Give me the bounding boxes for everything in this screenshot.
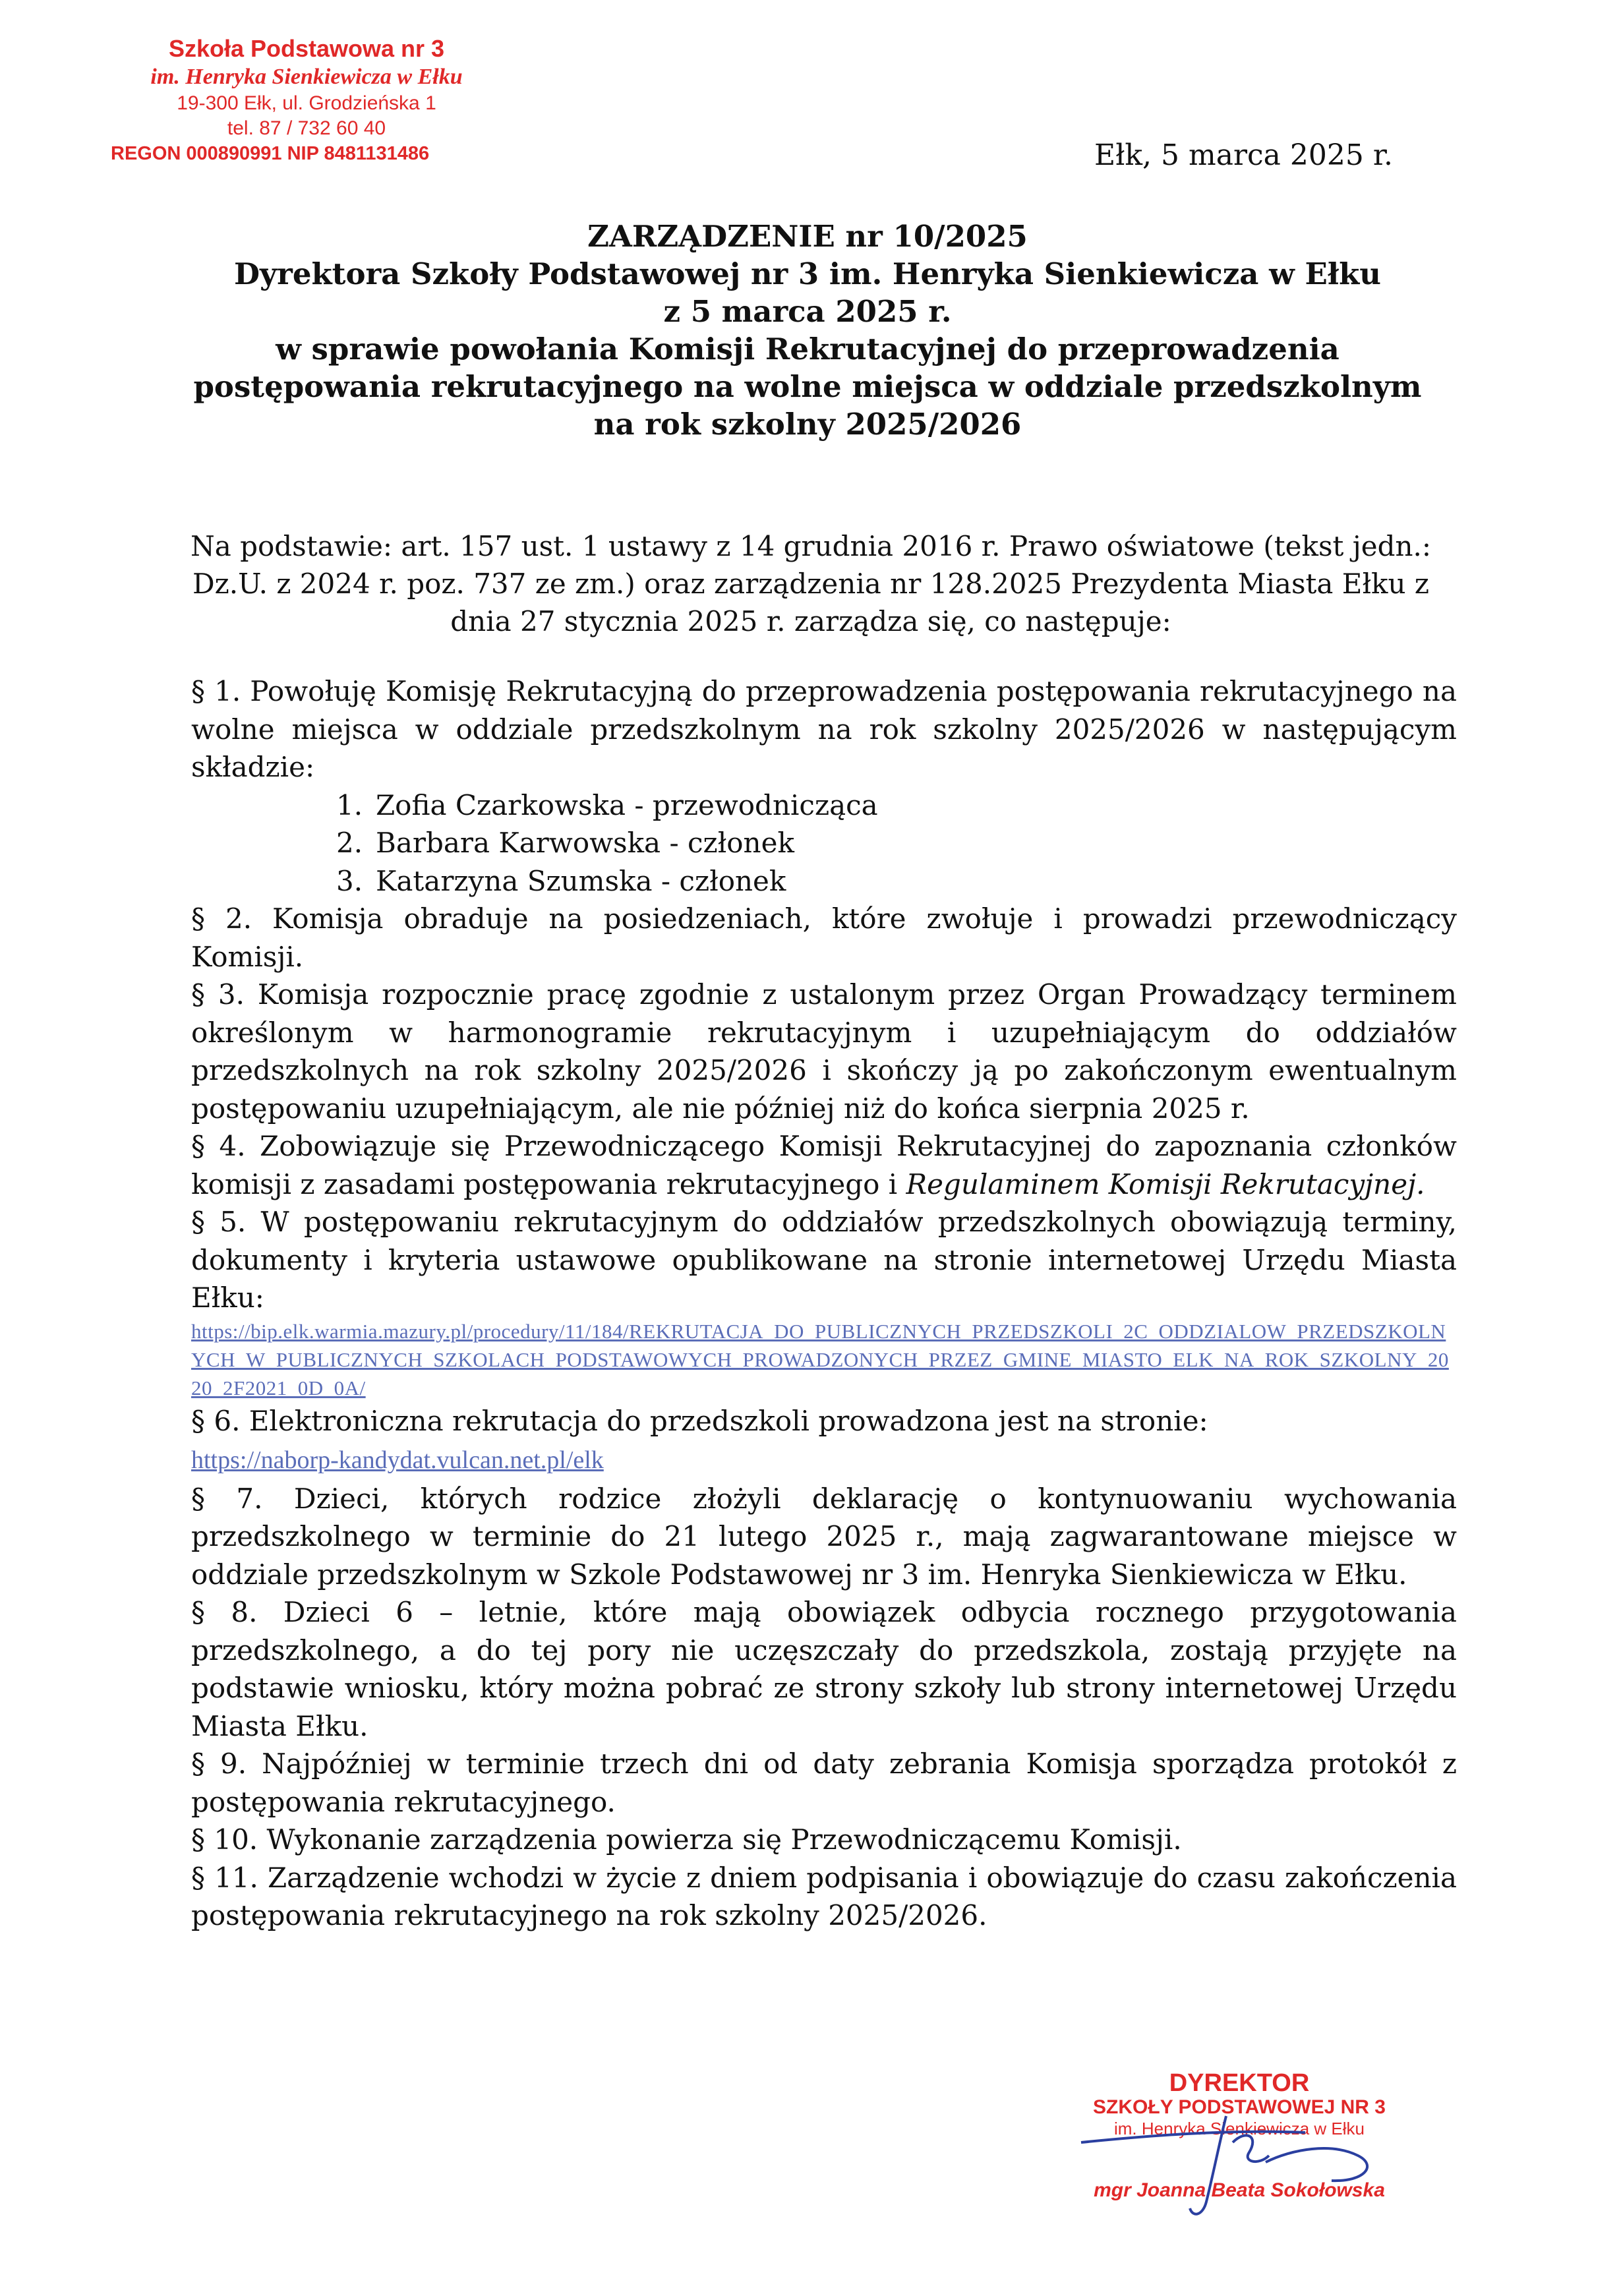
stamp-regon-nip: REGON 000890991 NIP 8481131486 — [111, 143, 430, 164]
title-line-5: postępowania rekrutacyjnego na wolne miejsca w oddziale przedszkolnym — [193, 369, 1422, 404]
section-5: § 5. W postępowaniu rekrutacyjnym do oddziałów przedszkolnych obowiązują terminy, dokumenty i kryteria ustawowe opublikowane na stronie internetowej Urzędu Miasta Ełku: — [191, 1206, 1457, 1314]
section-9: § 9. Najpóźniej w terminie trzech dni od daty zebrania Komisja sporządza protokół z postępowania rekrutacyjnego. — [191, 1748, 1457, 1818]
document-date: Ełk, 5 marca 2025 r. — [1094, 138, 1393, 172]
list-item: 3. Katarzyna Szumska - członek — [336, 864, 786, 897]
section-6: § 6. Elektroniczna rekrutacja do przedszkoli prowadzona jest na stronie: https://naborp-kandydat.vulcan.net.pl/elk — [191, 1404, 1208, 1474]
title-line-1: ZARZĄDZENIE nr 10/2025 — [587, 219, 1028, 254]
title-line-4: w sprawie powołania Komisji Rekrutacyjnej do przeprowadzenia — [276, 332, 1339, 367]
section-11: § 11. Zarządzenie wchodzi w życie z dniem podpisania i obowiązuje do czasu zakończenia postępowania rekrutacyjnego na rok szkolny 2025/2026. — [191, 1861, 1457, 1931]
vulcan-recruitment-link[interactable]: https://naborp-kandydat.vulcan.net.pl/elk — [191, 1446, 604, 1474]
stamp-school-name: Szkoła Podstawowa nr 3 — [168, 35, 445, 62]
section-10: § 10. Wykonanie zarządzenia powierza się Przewodniczącemu Komisji. — [191, 1823, 1182, 1856]
list-item: 1. Zofia Czarkowska - przewodnicząca — [336, 788, 878, 821]
title-line-6: na rok szkolny 2025/2026 — [593, 407, 1022, 442]
stamp-address: 19-300 Ełk, ul. Grodzieńska 1 — [177, 92, 436, 114]
section-2: § 2. Komisja obraduje na posiedzeniach, które zwołuje i prowadzi przewodniczący Komisji. — [191, 902, 1457, 973]
list-item: 2. Barbara Karwowska - członek — [336, 827, 794, 859]
director-school: SZKOŁY PODSTAWOWEJ NR 3 — [1093, 2096, 1386, 2118]
document-body — [191, 672, 1457, 1935]
section-7: § 7. Dzieci, których rodzice złożyli deklarację o kontynuowaniu wychowania przedszkolnego w terminie do 21 lutego 2025 r., mają zagwarantowane miejsce w oddziale przedszkolnym w Szkole Podstawowej nr 3 im. Henryka Sienkiewicza w Ełku. — [191, 1482, 1457, 1591]
section-8: § 8. Dzieci 6 – letnie, które mają obowiązek odbycia rocznego przygotowania przedszkolnego, a do tej pory nie uczęszczały do przedszkola, zostają przyjęte na podstawie wniosku, który można pobrać ze strony szkoły lub strony internetowej Urzędu Miasta Ełku. — [191, 1596, 1457, 1742]
section-1: § 1. Powołuję Komisję Rekrutacyjną do przeprowadzenia postępowania rekrutacyjnego na wolne miejsca w oddziale przedszkolnym na rok szkolny 2025/2026 w następującym składzie: — [191, 675, 1457, 783]
stamp-phone: tel. 87 / 732 60 40 — [227, 117, 386, 139]
committee-members-list — [191, 786, 1457, 900]
section-4: § 4. Zobowiązuje się Przewodniczącego Komisji Rekrutacyjnej do zapoznania członków komisji z zasadami postępowania rekrutacyjnego i Regulaminem Komisji Rekrutacyjnej. — [191, 1130, 1457, 1200]
bip-recruitment-link[interactable]: https://bip.elk.warmia.mazury.pl/procedury/11/184/REKRUTACJA_DO_PUBLICZNYCH_PRZEDSZKOLI_2C_ODDZIALOW_PRZEDSZKOLNYCH_W_PUBLICZNYCH_SZKOLACH_PODSTAWOWYCH_PROWADZONYCH_PRZEZ_GMINE_MIASTO_ELK_NA_ROK_SZKOLNY_2020_2F2021_0D_0A/ — [191, 1319, 1449, 1399]
document-title — [165, 218, 1450, 443]
title-line-2: Dyrektora Szkoły Podstawowej nr 3 im. Henryka Sienkiewicza w Ełku — [233, 256, 1382, 291]
regulation-name: Regulaminem Komisji Rekrutacyjnej. — [906, 1167, 1425, 1200]
director-school-patron: im. Henryka Sienkiewicza w Ełku — [1113, 2119, 1365, 2138]
handwritten-signature — [1068, 2103, 1411, 2228]
section-3: § 3. Komisja rozpocznie pracę zgodnie z ustalonym przez Organ Prowadzący terminem określonym w harmonogramie rekrutacyjnym i uzupełniającym do oddziałów przedszkolnych na rok szkolny 2025/2026 i skończy ją po zakończonym ewentualnym postępowaniu uzupełniającym, ale nie później niż do końca sierpnia 2025 r. — [191, 978, 1457, 1125]
director-title: DYREKTOR — [1169, 2069, 1310, 2097]
legal-basis: Na podstawie: art. 157 ust. 1 ustawy z 14 grudnia 2016 r. Prawo oświatowe (tekst jedn.: Dz.U. z 2024 r. poz. 737 ze zm.) oraz zarządzenia nr 128.2025 Prezydenta Miasta Ełku z dnia 27 stycznia 2025 r. zarządza się, co następuje: — [190, 530, 1432, 637]
title-line-3: z 5 marca 2025 r. — [663, 294, 952, 329]
school-stamp — [112, 34, 501, 166]
stamp-school-patron: im. Henryka Sienkiewicza w Ełku — [150, 65, 463, 89]
director-name: mgr Joanna Beata Sokołowska — [1094, 2179, 1385, 2201]
